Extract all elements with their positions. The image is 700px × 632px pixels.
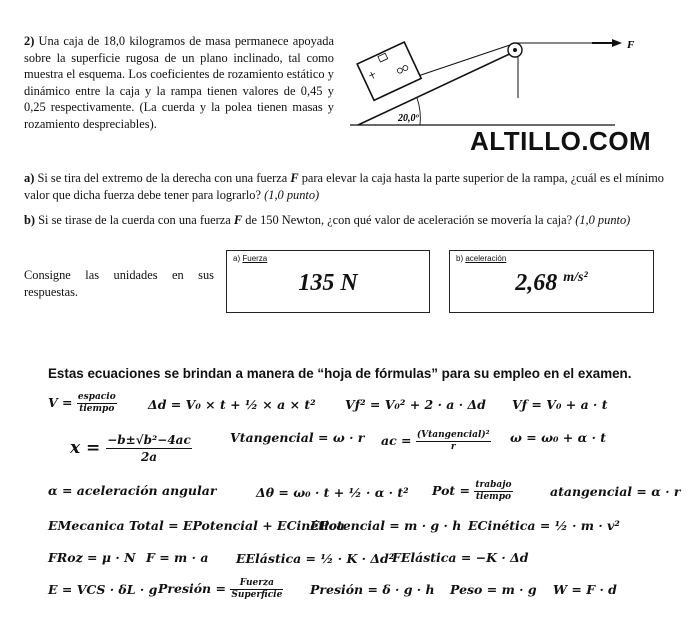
- formula-elastic-force: FElástica = −K · Δd: [392, 550, 529, 565]
- units-instruction: Consigne las unidades en sus respuestas.: [24, 268, 214, 299]
- formula-mechanical-energy: EMecanica Total = EPotencial + ECinética: [48, 518, 345, 533]
- formula-pressure: Presión = Fuerza Superficie: [158, 578, 283, 600]
- answer-box-force: a) Fuerza 135 N: [226, 250, 430, 313]
- answer-box-acceleration: b) aceleración 2,68 $^{m/s^2}$: [449, 250, 654, 313]
- formula-vf: Vƒ = V₀ + a · t: [512, 397, 608, 412]
- formula-displacement: Δd = V₀ × t + ½ × a × t²: [148, 397, 316, 412]
- formula-delta-theta: Δθ = ω₀ · t + ½ · α · t²: [256, 485, 409, 500]
- question-b: b) Si se tirase de la cuerda con una fuerza F de 150 Newton, ¿con qué valor de aceleración se movería la caja? (1,0 punto): [24, 213, 631, 227]
- formula-centripetal: ac = (Vtangencial)² r: [381, 430, 490, 452]
- formula-power: Pot = trabajo tiempo: [432, 480, 512, 502]
- brand-watermark: ALTILLO.COM: [470, 126, 652, 156]
- formula-v-tangential: Vtangencial = ω · r: [230, 430, 365, 445]
- force-label: F: [627, 39, 635, 51]
- formula-work: W = F · d: [553, 582, 617, 597]
- formula-quadratic: x = $\frac{\text{−b±√b²−4ac}}{2a}$: [70, 433, 191, 464]
- formula-a-tangential: atangencial = α · r: [550, 484, 681, 499]
- formula-friction: FRoz = μ · N: [48, 550, 136, 565]
- formula-kinetic-energy: ECinética = ½ · m · v²: [468, 518, 620, 533]
- formula-vf-squared: Vƒ² = V₀² + 2 · a · Δd: [345, 397, 486, 412]
- formula-velocity: V = espacio tiempo: [48, 392, 116, 414]
- answer-force-value: 135 N: [298, 270, 358, 296]
- formula-omega: ω = ω₀ + α · t: [510, 430, 607, 445]
- formula-buoyancy: E = VCS · δL · g: [48, 582, 158, 597]
- formula-potential-energy: EPotencial = m · g · h: [310, 518, 462, 533]
- answer-acceleration-value: 2,68 $^{m/s^2}$: [515, 270, 588, 296]
- formula-newton: F = m · a: [146, 550, 209, 565]
- formula-sheet-title: Estas ecuaciones se brindan a manera de “hoja de fórmulas” para su empleo en el examen.: [48, 366, 632, 381]
- problem-text: Una caja de 18,0 kilogramos de masa permanece apoyada sobre la superficie rugosa de un plano inclinado, tal como muestra el esquema. Los coeficientes de rozamiento estático y dinámico entre la caja y la rampa tienen valores de 0,45 y 0,25 respectivamente. (La cuerda y la polea tienen masas y rozamiento despreciables).: [24, 34, 334, 131]
- box-icon: [357, 42, 421, 100]
- problem-statement: [24, 33, 334, 133]
- incline-diagram: [350, 28, 650, 133]
- formula-alpha: α = aceleración angular: [48, 483, 217, 498]
- question-a: a) Si se tira del extremo de la derecha con una fuerza F para elevar la caja hasta la parte superior de la rampa, ¿cuál es el mínimo valor que dicha fuerza debe tener para lograrlo? (1,0 punto): [24, 171, 664, 202]
- formula-hydrostatic: Presión = δ · g · h: [310, 582, 435, 597]
- problem-number: 2): [24, 34, 35, 48]
- formula-elastic-energy: EElástica = ½ · K · Δd²: [236, 551, 395, 566]
- formula-weight: Peso = m · g: [450, 582, 537, 597]
- angle-label: 20,0º: [398, 113, 419, 124]
